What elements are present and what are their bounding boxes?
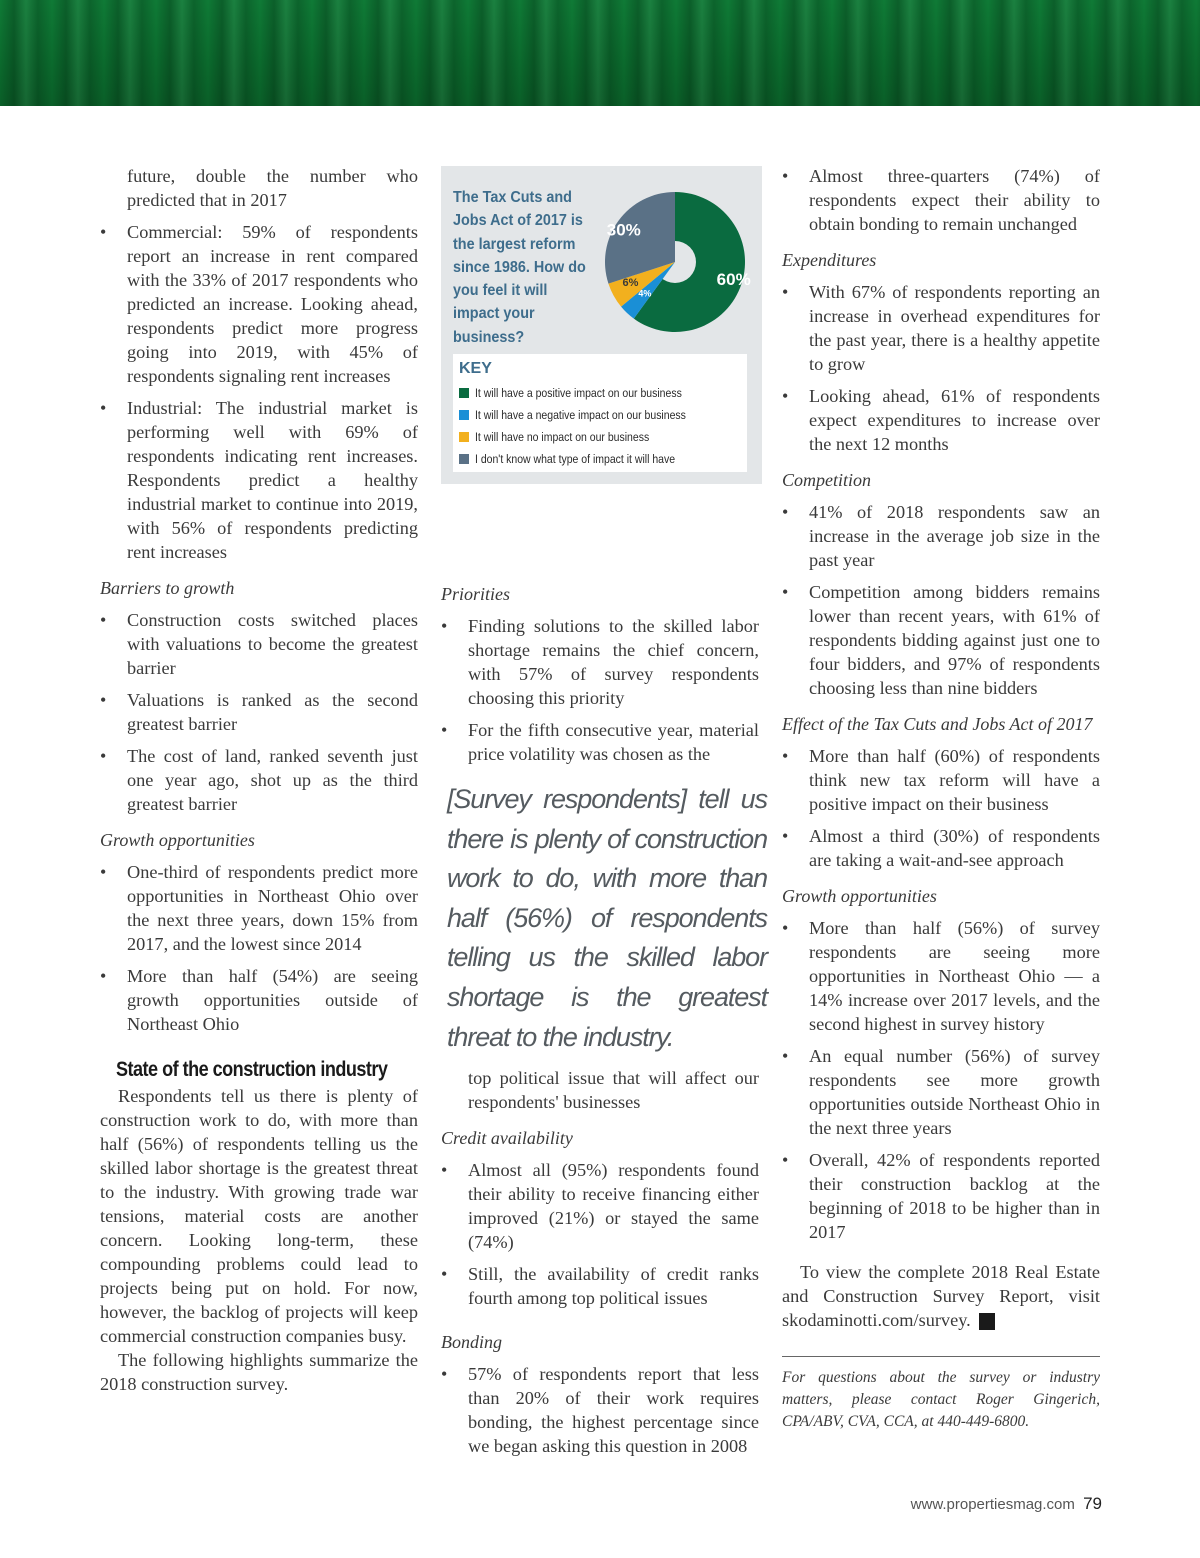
slice-label: 60% [716, 270, 751, 290]
pie-chart [441, 166, 762, 354]
competition-list [782, 500, 1100, 700]
key-row [459, 450, 708, 468]
chart-title: The Tax Cuts and Jobs Act of 2017 is the largest reform since 1986. How do you feel it will impact your business? [453, 189, 586, 346]
footnote: For questions about the survey or industry matters, please contact Roger Gingerich, CPA/ABV, CVA, CCA, at 440-449-6800. [782, 1369, 1100, 1430]
expenditures-heading: Expenditures [782, 250, 877, 270]
list-item: • The cost of land, ranked seventh just one year ago, shot up as the third greatest barrier [100, 744, 418, 816]
header-banner [0, 0, 1200, 106]
growth-list [100, 860, 418, 1036]
tax-list [782, 744, 1100, 872]
body-paragraph: Respondents tell us there is plenty of construction work to do, with more than half (56%) of respondents telling us the skilled labor shortage is the greatest threat to the industry. With growing trade war tensions, material costs are another concern. Looking long-term, these compounding problems could lead to projects being put on hold. For now, however, the backlog of projects will keep commercial construction companies busy. [100, 1086, 418, 1346]
growth-list-2 [782, 916, 1100, 1244]
list-item: • 41% of 2018 respondents saw an increase in the average job size in the past year [782, 500, 1100, 572]
end-mark-icon: P [979, 1313, 995, 1330]
list-item: • One-third of respondents predict more opportunities in Northeast Ohio over the next three years, down 15% from 2017, and the lowest since 2014 [100, 860, 418, 956]
list-item: • More than half (54%) are seeing growth opportunities outside of Northeast Ohio [100, 964, 418, 1036]
slice-label: 4% [638, 288, 652, 299]
list-item: • Almost three-quarters (74%) of respondents expect their ability to obtain bonding to remain unchanged [782, 164, 1100, 236]
key-label: It will have a negative impact on our business [475, 408, 686, 422]
list-item: • Valuations is ranked as the second greatest barrier [100, 688, 418, 736]
list-item: • Industrial: The industrial market is performing well with 69% of respondents indicating rent increases. Respondents predict a healthy industrial market to continue into 2019, with 56% of respondents predicting rent increases [100, 396, 418, 564]
closing-paragraph [782, 1260, 1100, 1332]
slice-label: 30% [606, 220, 641, 240]
intro-continuation: future, double the number who predicted that in 2017 [127, 166, 418, 210]
barriers-heading: Barriers to growth [100, 578, 235, 598]
page-footer [911, 1494, 1102, 1514]
list-item: • For the fifth consecutive year, material price volatility was chosen as the [441, 718, 759, 766]
tax-heading: Effect of the Tax Cuts and Jobs Act of 2017 [782, 714, 1093, 734]
page-number: 79 [1083, 1494, 1102, 1513]
key-label: It will have no impact on our business [475, 430, 650, 444]
expenditures-list [782, 280, 1100, 456]
footer-url[interactable]: www.propertiesmag.com [910, 1496, 1075, 1513]
key-row [459, 428, 678, 446]
column-2-lower [441, 1066, 759, 1466]
key-row [459, 384, 715, 402]
list-item: • Almost a third (30%) of respondents are taking a wait-and-see approach [782, 824, 1100, 872]
list-item: • Looking ahead, 61% of respondents expect expenditures to increase over the next 12 months [782, 384, 1100, 456]
key-label: I don't know what type of impact it will have [475, 452, 676, 466]
list-item: • Still, the availability of credit ranks fourth among top political issues [441, 1262, 759, 1310]
rent-list [100, 220, 418, 564]
bonding-list [441, 1362, 759, 1458]
growth-heading: Growth opportunities [100, 830, 255, 850]
list-item: • Overall, 42% of respondents reported their construction backlog at the beginning of 2018 to be higher than in 2017 [782, 1148, 1100, 1244]
slice-label: 6% [622, 277, 639, 290]
swatch [459, 454, 469, 464]
swatch [459, 388, 469, 398]
key-label: It will have a positive impact on our business [475, 386, 682, 400]
column-3 [782, 164, 1100, 1433]
chart-key [453, 354, 747, 472]
section-title: State of the construction industry [116, 1058, 388, 1081]
bonding-heading: Bonding [441, 1332, 502, 1352]
competition-heading: Competition [782, 470, 871, 490]
swatch [459, 410, 469, 420]
priorities-heading: Priorities [441, 584, 511, 604]
column-2 [441, 570, 759, 774]
list-item: • More than half (60%) of respondents think new tax reform will have a positive impact on their business [782, 744, 1100, 816]
body-paragraph: The following highlights summarize the 2018 construction survey. [100, 1350, 418, 1394]
closing-text: To view the complete 2018 Real Estate and Construction Survey Report, visit skodaminotti.com/survey. [782, 1262, 1100, 1330]
list-item: • Construction costs switched places with valuations to become the greatest barrier [100, 608, 418, 680]
key-row [459, 406, 720, 424]
column-1 [100, 164, 418, 1396]
list-item: • Competition among bidders remains lower than recent years, with 61% of respondents bidding against just one to four bidders, and 97% of respondents choosing less than nine bidders [782, 580, 1100, 700]
chart-box [441, 166, 762, 484]
list-item: • 57% of respondents report that less than 20% of their work requires bonding, the highest percentage since we began asking this question in 2008 [441, 1362, 759, 1458]
list-item: • Almost all (95%) respondents found their ability to receive financing either improved (21%) or stayed the same (74%) [441, 1158, 759, 1254]
credit-heading: Credit availability [441, 1128, 573, 1148]
swatch [459, 432, 469, 442]
key-title: KEY [459, 360, 492, 377]
pull-quote: [Survey respondents] tell us there is plenty of construction work to do, with more than half (56%) of respondents telling us the skilled labor shortage is the greatest threat to the industry. [447, 784, 767, 1052]
priorities-list [441, 614, 759, 766]
bonding-continued-list [782, 164, 1100, 236]
list-item: • Commercial: 59% of respondents report an increase in rent compared with the 33% of 2017 respondents who predicted an increase. Looking ahead, respondents predict more progress going into 2019, with 45% of respondents signaling rent increases [100, 220, 418, 388]
barriers-list [100, 608, 418, 816]
divider [782, 1356, 1100, 1357]
list-item: • With 67% of respondents reporting an increase in overhead expenditures for the past year, there is a healthy appetite to grow [782, 280, 1100, 376]
list-item: • More than half (56%) of survey respondents are seeing more opportunities in Northeast Ohio — a 14% increase over 2017 levels, and the second highest in survey history [782, 916, 1100, 1036]
list-item: • Finding solutions to the skilled labor shortage remains the chief concern, with 57% of survey respondents choosing this priority [441, 614, 759, 710]
credit-list [441, 1158, 759, 1310]
list-item: • An equal number (56%) of survey respondents see more growth opportunities outside Northeast Ohio in the next three years [782, 1044, 1100, 1140]
growth-heading-2: Growth opportunities [782, 886, 937, 906]
priorities-continuation: top political issue that will affect our respondents' businesses [468, 1068, 759, 1112]
